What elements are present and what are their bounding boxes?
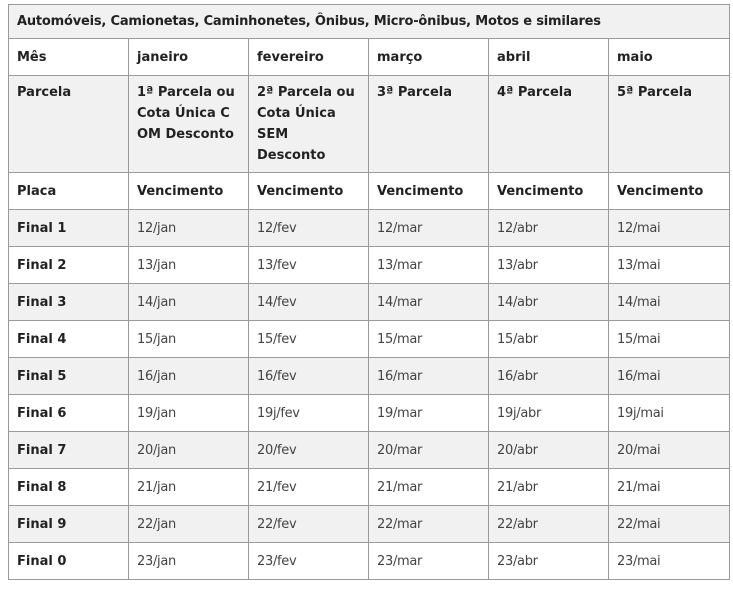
due-date-cell: 12/jan [129, 210, 249, 247]
table-row [9, 321, 730, 358]
due-date-cell: 12/abr [489, 210, 609, 247]
month-label: Mês [9, 39, 129, 76]
due-date-cell: 12/mar [369, 210, 489, 247]
due-date-cell: 21/jan [129, 469, 249, 506]
due-header: Vencimento [249, 173, 369, 210]
month-header: abril [489, 39, 609, 76]
due-date-cell: 16/jan [129, 358, 249, 395]
due-header: Vencimento [369, 173, 489, 210]
due-date-cell: 16/mai [609, 358, 730, 395]
due-header: Vencimento [489, 173, 609, 210]
due-date-cell: 14/mai [609, 284, 730, 321]
due-date-cell: 23/fev [249, 543, 369, 580]
due-date-cell: 20/fev [249, 432, 369, 469]
due-date-cell: 15/mai [609, 321, 730, 358]
due-date-cell: 20/mar [369, 432, 489, 469]
parcel-label: Parcela [9, 76, 129, 173]
due-date-cell: 16/abr [489, 358, 609, 395]
due-date-cell: 22/jan [129, 506, 249, 543]
due-date-cell: 14/fev [249, 284, 369, 321]
month-header-row [9, 39, 730, 76]
due-date-cell: 19j/mai [609, 395, 730, 432]
plate-cell: Final 7 [9, 432, 129, 469]
table-row [9, 247, 730, 284]
due-date-cell: 22/abr [489, 506, 609, 543]
due-date-cell: 22/mar [369, 506, 489, 543]
ipva-schedule-table [8, 4, 730, 580]
due-date-cell: 20/jan [129, 432, 249, 469]
schedule-container [8, 4, 729, 580]
due-date-cell: 13/abr [489, 247, 609, 284]
due-date-cell: 14/mar [369, 284, 489, 321]
due-date-cell: 23/mar [369, 543, 489, 580]
table-row [9, 543, 730, 580]
due-date-cell: 13/jan [129, 247, 249, 284]
table-row [9, 395, 730, 432]
due-date-cell: 19j/abr [489, 395, 609, 432]
due-date-cell: 21/abr [489, 469, 609, 506]
table-row [9, 358, 730, 395]
due-date-cell: 13/fev [249, 247, 369, 284]
due-date-cell: 13/mar [369, 247, 489, 284]
table-row [9, 210, 730, 247]
due-date-cell: 15/jan [129, 321, 249, 358]
due-date-cell: 13/mai [609, 247, 730, 284]
due-date-cell: 23/abr [489, 543, 609, 580]
parcel-cell: 3ª Parcela [369, 76, 489, 173]
due-date-cell: 12/fev [249, 210, 369, 247]
plate-cell: Final 0 [9, 543, 129, 580]
plate-header-row [9, 173, 730, 210]
due-date-cell: 12/mai [609, 210, 730, 247]
due-header: Vencimento [129, 173, 249, 210]
due-date-cell: 15/abr [489, 321, 609, 358]
due-date-cell: 19/mar [369, 395, 489, 432]
table-row [9, 432, 730, 469]
plate-cell: Final 4 [9, 321, 129, 358]
due-date-cell: 21/mai [609, 469, 730, 506]
parcel-cell: 4ª Parcela [489, 76, 609, 173]
table-title: Automóveis, Camionetas, Caminhonetes, Ônibus, Micro-ônibus, Motos e similares [9, 5, 730, 39]
due-date-cell: 23/mai [609, 543, 730, 580]
plate-cell: Final 9 [9, 506, 129, 543]
plate-cell: Final 2 [9, 247, 129, 284]
parcel-cell: 5ª Parcela [609, 76, 730, 173]
due-header: Vencimento [609, 173, 730, 210]
due-date-cell: 16/mar [369, 358, 489, 395]
parcel-row [9, 76, 730, 173]
parcel-cell: 2ª Parcela ou Cota Única SEM Desconto [249, 76, 369, 173]
table-row [9, 506, 730, 543]
table-row [9, 284, 730, 321]
month-header: maio [609, 39, 730, 76]
month-header: março [369, 39, 489, 76]
due-date-cell: 19j/fev [249, 395, 369, 432]
plate-cell: Final 3 [9, 284, 129, 321]
table-title-row [9, 5, 730, 39]
due-date-cell: 14/jan [129, 284, 249, 321]
parcel-cell: 1ª Parcela ou Cota Única COM Desconto [129, 76, 249, 173]
due-date-cell: 20/mai [609, 432, 730, 469]
month-header: janeiro [129, 39, 249, 76]
plate-cell: Final 1 [9, 210, 129, 247]
due-date-cell: 20/abr [489, 432, 609, 469]
plate-cell: Final 6 [9, 395, 129, 432]
plate-cell: Final 8 [9, 469, 129, 506]
plate-label: Placa [9, 173, 129, 210]
due-date-cell: 22/fev [249, 506, 369, 543]
due-date-cell: 22/mai [609, 506, 730, 543]
due-date-cell: 21/mar [369, 469, 489, 506]
due-date-cell: 15/mar [369, 321, 489, 358]
plate-cell: Final 5 [9, 358, 129, 395]
due-date-cell: 14/abr [489, 284, 609, 321]
month-header: fevereiro [249, 39, 369, 76]
due-date-cell: 21/fev [249, 469, 369, 506]
due-date-cell: 23/jan [129, 543, 249, 580]
table-row [9, 469, 730, 506]
due-date-cell: 16/fev [249, 358, 369, 395]
due-date-cell: 15/fev [249, 321, 369, 358]
due-date-cell: 19/jan [129, 395, 249, 432]
